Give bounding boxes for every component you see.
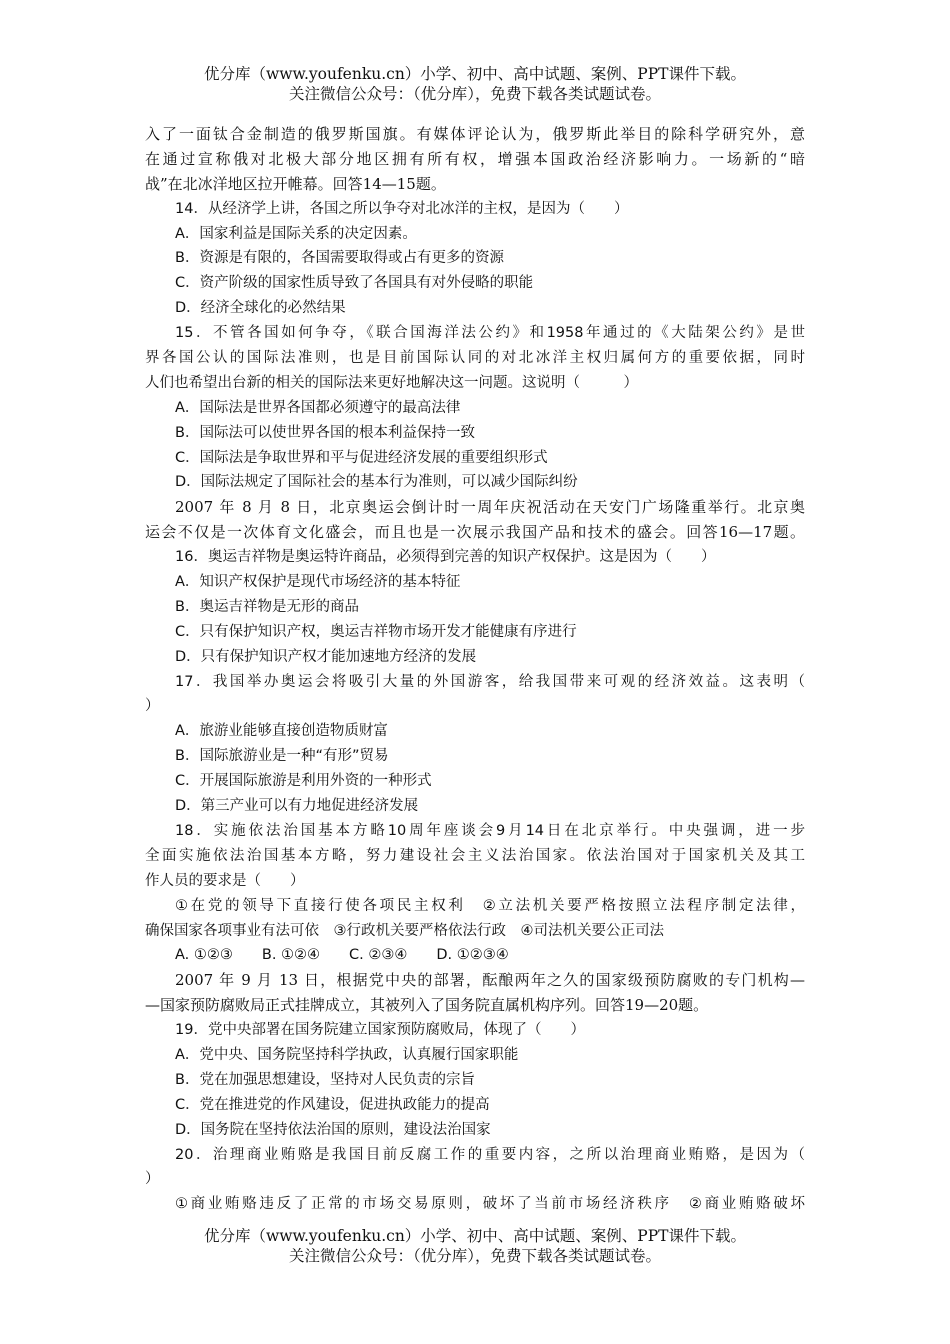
question-15-option-d: D．国际法规定了国际社会的基本行为准则，可以减少国际纠纷	[175, 474, 578, 491]
page-footer	[0, 1226, 950, 1266]
question-17-option-a: A．旅游业能够直接创造物质财富	[175, 723, 388, 740]
question-14-stem: 14．从经济学上讲，各国之所以争夺对北冰洋的主权，是因为（ ）	[175, 200, 629, 217]
question-18-items: ①在党的领导下直接行使各项民主权利 ②立法机关要严格按照立法程序制定法律，	[175, 897, 805, 914]
question-16-option-b: B．奥运吉祥物是无形的商品	[175, 598, 359, 615]
question-15-option-b: B．国际法可以使世界各国的根本利益保持一致	[175, 424, 475, 441]
question-18-items: 确保国家各项事业有法可依 ③行政机关要严格依法行政 ④司法机关要公正司法	[145, 922, 664, 939]
question-20-items: ①商业贿赂违反了正常的市场交易原则，破坏了当前市场经济秩序 ②商业贿赂破坏	[175, 1196, 805, 1213]
footer-line-2: 关注微信公众号：（优分库），免费下载各类试题试卷。	[288, 1247, 661, 1265]
question-14-option-a: A．国家利益是国际关系的决定因素。	[175, 225, 417, 242]
page-header	[0, 64, 950, 104]
passage-line: 在通过宣称俄对北极大部分地区拥有所有权，增强本国政治经济影响力。一场新的“暗	[145, 149, 805, 168]
question-15-option-c: C．国际法是争取世界和平与促进经济发展的重要组织形式	[175, 449, 548, 466]
question-18-choices: A. ①②③ B. ①②④ C. ②③④ D. ①②③④	[175, 947, 509, 964]
footer-line-1: 优分库（www.youfenku.cn）小学、初中、高中试题、案例、PPT课件下载。	[203, 1227, 747, 1245]
header-line-1: 优分库（www.youfenku.cn）小学、初中、高中试题、案例、PPT课件下载。	[203, 65, 747, 83]
question-20-stem: 20．治理商业贿赂是我国目前反腐工作的重要内容，之所以治理商业贿赂，是因为（	[175, 1146, 805, 1163]
question-16-stem: 16．奥运吉祥物是奥运特许商品，必须得到完善的知识产权保护。这是因为（ ）	[175, 549, 716, 566]
passage-line: —国家预防腐败局正式挂牌成立，其被列入了国务院直属机构序列。回答19—20题。	[145, 996, 709, 1015]
question-16-option-c: C．只有保护知识产权，奥运吉祥物市场开发才能健康有序进行	[175, 623, 577, 640]
passage-line: 2007 年 9 月 13 日，根据党中央的部署，酝酿两年之久的国家级预防腐败的专门机构—	[175, 971, 805, 990]
question-20-stem: ）	[145, 1171, 160, 1188]
question-17-option-d: D．第三产业可以有力地促进经济发展	[175, 798, 419, 815]
question-16-option-d: D．只有保护知识产权才能加速地方经济的发展	[175, 648, 477, 665]
question-17-option-c: C．开展国际旅游是利用外资的一种形式	[175, 773, 432, 790]
question-17-option-b: B．国际旅游业是一种“有形”贸易	[175, 748, 389, 765]
question-18-stem: 全面实施依法治国基本方略，努力建设社会主义法治国家。依法治国对于国家机关及其工	[145, 847, 805, 864]
question-15-option-a: A．国际法是世界各国都必须遵守的最高法律	[175, 399, 461, 416]
passage-line: 运会不仅是一次体育文化盛会，而且也是一次展示我国产品和技术的盛会。回答16—17题。	[145, 523, 805, 542]
question-18-stem: 作人员的要求是（ ）	[145, 872, 305, 889]
question-17-stem: 17．我国举办奥运会将吸引大量的外国游客，给我国带来可观的经济效益。这表明（	[175, 673, 805, 690]
question-15-stem: 人们也希望出台新的相关的国际法来更好地解决这一问题。这说明（ ）	[145, 374, 638, 391]
passage-line: 入了一面钛合金制造的俄罗斯国旗。有媒体评论认为，俄罗斯此举目的除科学研究外，意	[145, 125, 805, 143]
passage-line: 战”在北冰洋地区拉开帷幕。回答14—15题。	[145, 174, 446, 193]
question-16-option-a: A．知识产权保护是现代市场经济的基本特征	[175, 574, 461, 591]
document-body	[145, 122, 805, 1217]
question-15-stem: 15．不管各国如何争夺，《联合国海洋法公约》和1958年通过的《大陆架公约》是世	[175, 325, 805, 342]
question-14-option-d: D．经济全球化的必然结果	[175, 300, 346, 317]
question-15-stem: 界各国公认的国际法准则，也是目前国际认同的对北冰洋主权归属何方的重要依据，同时	[145, 350, 805, 367]
header-line-2: 关注微信公众号：（优分库），免费下载各类试题试卷。	[288, 85, 661, 103]
question-14-option-b: B．资源是有限的，各国需要取得或占有更多的资源	[175, 250, 504, 267]
question-19-stem: 19．党中央部署在国务院建立国家预防腐败局，体现了（ ）	[175, 1022, 585, 1039]
passage-line: 2007 年 8 月 8 日，北京奥运会倒计时一周年庆祝活动在天安门广场隆重举行。北京奥	[175, 498, 805, 517]
question-17-stem: ）	[145, 698, 160, 715]
question-18-stem: 18．实施依法治国基本方略10周年座谈会9月14日在北京举行。中央强调，进一步	[175, 822, 805, 839]
question-19-option-d: D．国务院在坚持依法治国的原则，建设法治国家	[175, 1121, 491, 1138]
question-19-option-c: C．党在推进党的作风建设，促进执政能力的提高	[175, 1096, 490, 1113]
question-14-option-c: C．资产阶级的国家性质导致了各国具有对外侵略的职能	[175, 275, 534, 292]
question-19-option-a: A．党中央、国务院坚持科学执政，认真履行国家职能	[175, 1046, 519, 1063]
question-19-option-b: B．党在加强思想建设，坚持对人民负责的宗旨	[175, 1071, 475, 1088]
